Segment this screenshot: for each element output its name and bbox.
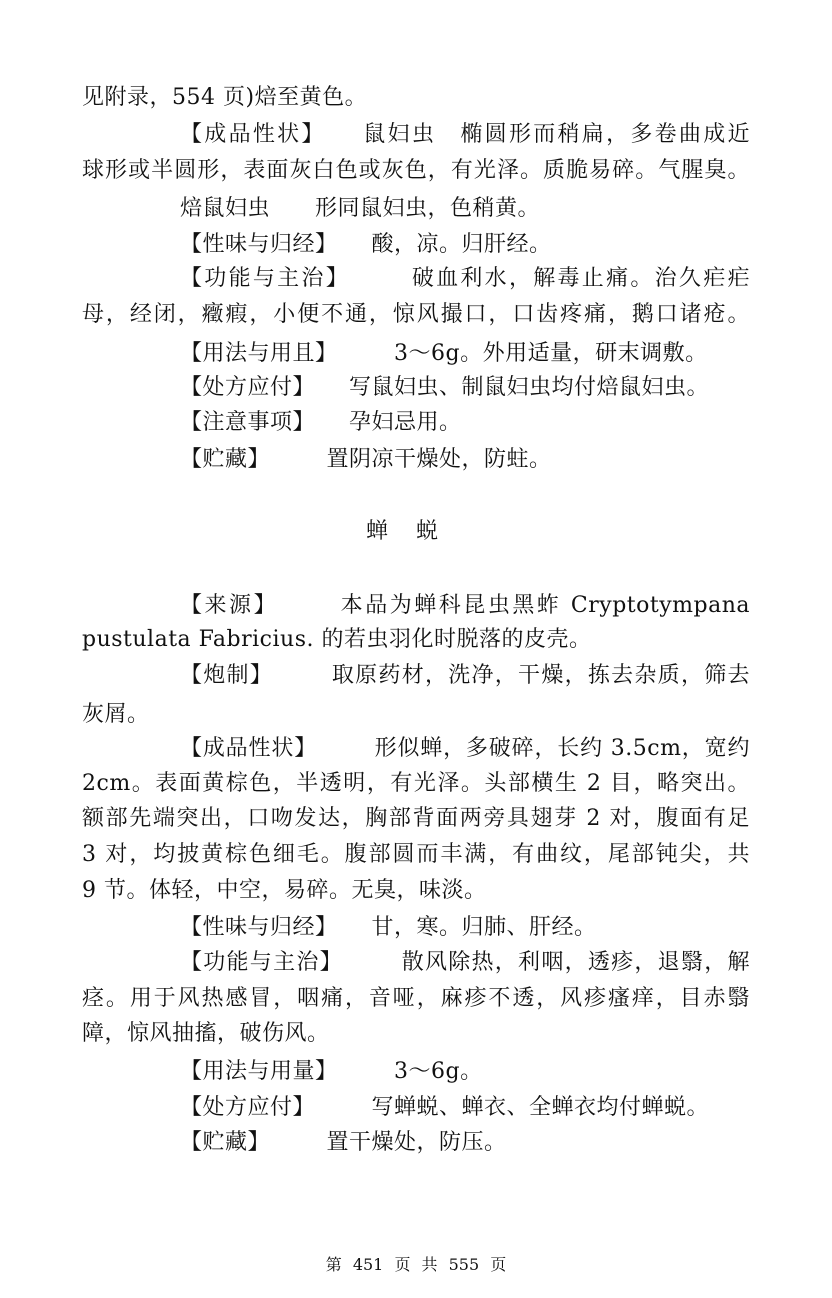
text-line: 额部先端突出，口吻发达，胸部背面两旁具翅芽 2 对，腹面有足 [82,806,750,831]
text-line: 【用法与用量】 3～6g。 [180,1059,483,1084]
text-line: 【成品性状】 鼠妇虫 椭圆形而稍扁，多卷曲成近 [180,122,750,147]
text-line: 【贮藏】 置阴凉干燥处，防蛀。 [180,447,552,472]
text-line: 【功能与主治】 散风除热，利咽，透疹，退翳，解 [180,950,750,975]
page-footer: 第 451 页 共 555 页 [325,1255,507,1274]
text-line: 【来源】 本品为蝉科昆虫黑蚱 Cryptotympana [180,593,750,618]
text-line: 【炮制】 取原药材，洗净，干燥，拣去杂质，筛去 [180,663,750,688]
text-line: 焙鼠妇虫 形同鼠妇虫，色稍黄。 [180,196,541,221]
text-line: 痉。用于风热感冒，咽痛，音哑，麻疹不透，风疹瘙痒，目赤翳 [82,986,750,1011]
text-line: 【成品性状】 形似蝉，多破碎，长约 3.5cm，宽约 [180,736,750,761]
text-line: 3 对，均披黄棕色细毛。腹部圆而丰满，有曲纹，尾部钝尖，共 [82,842,750,867]
text-line: 见附录，554 页)焙至黄色。 [82,85,368,110]
text-line: 【处方应付】 写鼠妇虫、制鼠妇虫均付焙鼠妇虫。 [180,375,710,400]
text-line: 【性味与归经】 甘，寒。归肺、肝经。 [180,915,597,940]
text-line: 【处方应付】 写蝉蜕、蝉衣、全蝉衣均付蝉蜕。 [180,1095,710,1120]
text-line: 母，经闭，癥瘕，小便不通，惊风撮口，口齿疼痛，鹅口诸疮。 [82,302,750,327]
text-line: 灰屑。 [82,702,150,727]
text-line: 【功能与主治】 破血利水，解毒止痛。治久疟疟 [180,266,750,291]
text-line: 球形或半圆形，表面灰白色或灰色，有光泽。质脆易碎。气腥臭。 [82,158,750,183]
text-line: 【贮藏】 置干燥处，防压。 [180,1130,507,1155]
text-line: pustulata Fabricius. 的若虫羽化时脱落的皮壳。 [82,627,592,652]
text-line: 【性味与归经】 酸，凉。归肝经。 [180,232,552,257]
section-title: 蝉蜕 [365,519,466,544]
text-line: 【用法与用且】 3～6g。外用适量，研末调敷。 [180,341,708,366]
text-line: 【注意事项】 孕妇忌用。 [180,410,462,435]
text-line: 2cm。表面黄棕色，半透明，有光泽。头部横生 2 目，略突出。 [82,771,750,796]
text-line: 9 节。体轻，中空，易碎。无臭，味淡。 [82,878,487,903]
text-line: 障，惊风抽搐，破伤风。 [82,1021,330,1046]
